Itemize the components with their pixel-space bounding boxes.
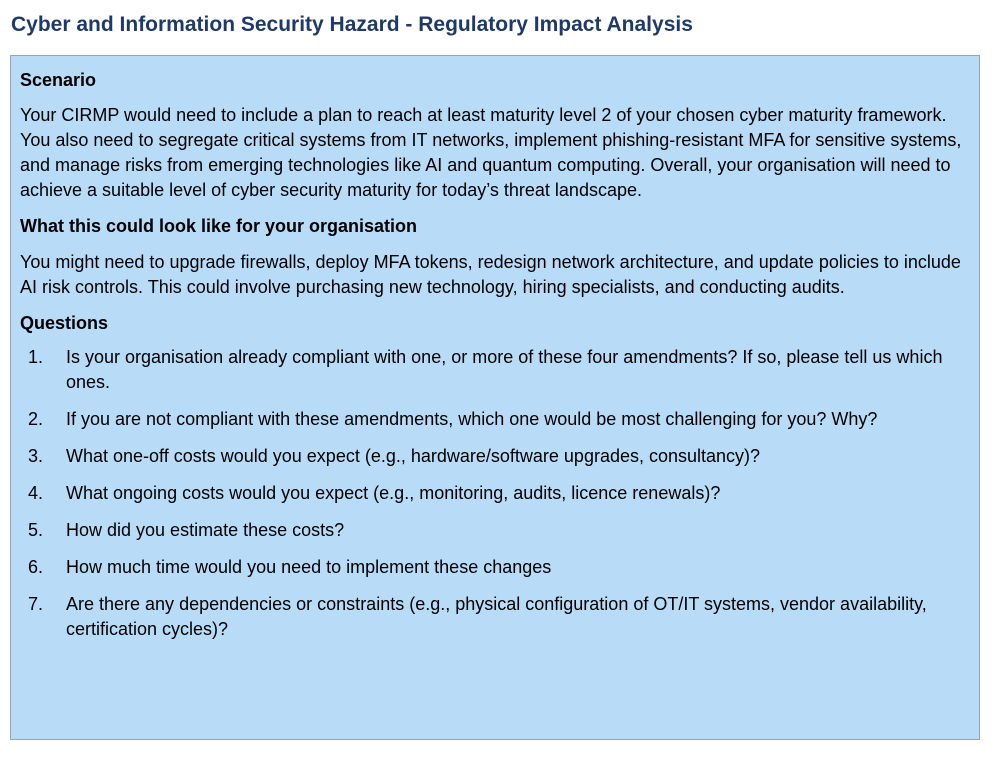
question-item-2 [20, 407, 970, 432]
question-text: How did you estimate these costs? [66, 520, 345, 540]
question-item-3 [20, 444, 970, 469]
question-number: 5. [28, 520, 44, 540]
question-number: 6. [28, 557, 44, 577]
page-title: Cyber and Information Security Hazard - Regulatory Impact Analysis [11, 13, 693, 36]
question-text: Is your organisation already compliant with one, or more of these four amendments? If so, please tell us which ones. [66, 347, 943, 392]
question-number: 2. [28, 409, 44, 429]
scenario-paragraph: Your CIRMP would need to include a plan to reach at least maturity level 2 of your chosen cyber maturity framework. You also need to segregate critical systems from IT networks, implement phishing-resistant MFA for sensitive systems, and manage risks from emerging technologies like AI and quantum computing. Overall, your organisation will need to achieve a suitable level of cyber security maturity for today’s threat landscape. [20, 105, 962, 200]
question-number: 3. [28, 446, 44, 466]
organisation-paragraph: You might need to upgrade firewalls, deploy MFA tokens, redesign network architecture, and update policies to include AI risk controls. This could involve purchasing new technology, hiring specialists, and conducting audits. [20, 252, 961, 297]
question-item-4 [20, 481, 970, 506]
question-number: 4. [28, 483, 44, 503]
question-text: What one-off costs would you expect (e.g., hardware/software upgrades, consultancy)? [66, 446, 761, 466]
question-number: 1. [28, 347, 44, 367]
question-item-5 [20, 518, 970, 543]
question-number: 7. [28, 594, 44, 614]
question-text: If you are not compliant with these amendments, which one would be most challenging for you? Why? [66, 409, 878, 429]
scenario-heading: Scenario [20, 70, 97, 90]
question-item-1 [20, 345, 970, 395]
question-text: Are there any dependencies or constraints (e.g., physical configuration of OT/IT systems, vendor availability, certification cycles)? [66, 594, 927, 639]
questions-heading: Questions [20, 313, 109, 333]
question-text: What ongoing costs would you expect (e.g., monitoring, audits, licence renewals)? [66, 483, 721, 503]
questions-list [20, 345, 970, 642]
question-item-7 [20, 592, 970, 642]
question-item-6 [20, 555, 970, 580]
impact-analysis-box [10, 55, 980, 740]
organisation-heading: What this could look like for your organisation [20, 216, 418, 236]
question-text: How much time would you need to implement these changes [66, 557, 552, 577]
